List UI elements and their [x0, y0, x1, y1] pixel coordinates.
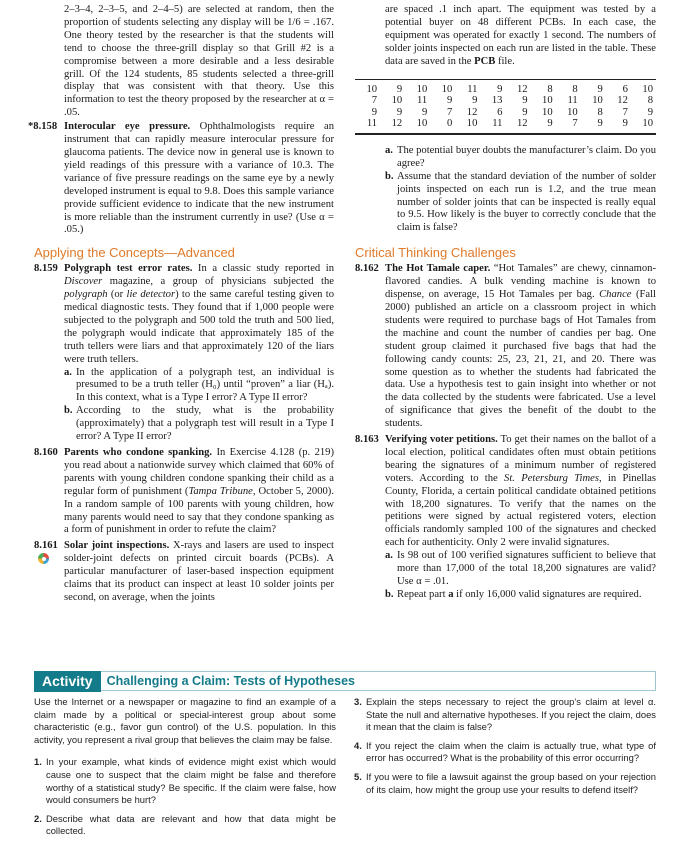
- table-cell: 10: [642, 118, 653, 130]
- table-cell: 11: [467, 83, 478, 95]
- item-text: In your example, what kinds of evidence might exist which would cause one to suspect that the claim might be false and therefore worthy of a statistical study? Be specific. If the claim were false, how would consumers be hurt?: [46, 756, 336, 806]
- table-row: [355, 118, 656, 134]
- exercise-number: 8.160: [34, 447, 58, 458]
- table-cell: 12: [516, 118, 528, 130]
- term: polygraph: [64, 289, 108, 301]
- table-cell: 9: [547, 118, 553, 130]
- exercise-number: 8.162: [355, 263, 379, 275]
- table-cell: 9: [622, 118, 628, 130]
- activity-item: [354, 771, 656, 796]
- journal-name: Chance: [599, 289, 632, 301]
- table-cell: 12: [466, 106, 478, 118]
- term: lie detector: [126, 289, 176, 301]
- table-cell: 10: [366, 83, 378, 95]
- newspaper-name: Tampa Tribune: [188, 485, 253, 497]
- exercise-text: In a classic study reported in: [192, 263, 334, 275]
- part-label: b.: [64, 405, 73, 417]
- table-cell: 9: [396, 83, 403, 95]
- exercise-text: In Exercise 4.128 (p. 219) you read about a nationwide survey which claimed that 60% of parents with young children condone spanking their child as a regular form of punishment (: [64, 447, 334, 497]
- text: are spaced .1 inch apart. The equipment was tested by a potential buyer on 48 different PCBs. In each case, the equipment was operated for exactly 1 second. The numbers of solder joints inspected on each run are listed in the table. These data are saved in the: [385, 4, 656, 67]
- item-text: If you reject the claim when the claim is actually true, what type of error has occurred? What is the probability of this error occurring?: [366, 739, 656, 764]
- table-cell: 12: [391, 118, 403, 130]
- pcb-data-table: [355, 79, 656, 135]
- exercise-text: (Fall 2000) published an article on a classroom project in which students were required to purchase bags of Hot Tamales from the machine and count the number of candies per bag. One student group claimed it purchased five bags that had the following candy counts: 25, 23, 21, 21, and 20. There was some question as to whether the students had fabricated the data. Use a hypothesis test to gain insight into whether or not the data collected by the students were fabricated. Use a level of significance that gives the benefit of the doubt to the students.: [385, 289, 656, 430]
- data-file-name: PCB: [474, 55, 496, 67]
- continuation-text: [355, 4, 656, 69]
- magazine-name: Discover: [64, 276, 103, 288]
- exercise-text: X-rays and lasers are used to inspect solder-joint defects on printed circuit boards (PCBs). A particular manufacturer of laser-based inspection equipment claims that its product can inspect at least 10 solder joints per second, on average, when the joints: [64, 540, 335, 603]
- activity-title: Challenging a Claim: Tests of Hypotheses: [106, 674, 356, 688]
- data-set-icon: [38, 553, 49, 564]
- table-cell: 10: [542, 106, 553, 118]
- table-cell: 7: [622, 106, 628, 118]
- part-a: [355, 145, 656, 171]
- part-label: b.: [385, 170, 394, 182]
- table-cell: 8: [572, 83, 578, 95]
- item-number: 2.: [34, 812, 42, 824]
- exercise-number: 8.163: [355, 434, 379, 446]
- table-cell: 10: [466, 118, 478, 130]
- table-cell: 9: [421, 106, 428, 118]
- table-cell: 10: [542, 95, 553, 107]
- table-cell: 9: [647, 106, 653, 118]
- exercise-title: Solar joint inspections.: [64, 540, 170, 552]
- table-cell: 8: [547, 83, 553, 95]
- table-cell: 8: [647, 95, 653, 107]
- part-ref: a: [448, 588, 454, 600]
- exercise-8-161: [34, 540, 334, 605]
- item-number: 4.: [354, 739, 362, 751]
- part-text: The potential buyer doubts the manufacturer’s claim. Do you agree?: [397, 144, 656, 169]
- activity-item: [354, 696, 656, 734]
- exercise-number: *8.158: [28, 121, 58, 133]
- table-cell: 9: [497, 83, 503, 95]
- exercise-title: The Hot Tamale caper.: [385, 263, 491, 275]
- part-b: [64, 405, 334, 444]
- table-cell: 12: [516, 83, 528, 95]
- exercise-title: Verifying voter petitions.: [385, 434, 498, 446]
- exercise-number: 8.161: [34, 540, 58, 552]
- part-label: a.: [385, 550, 393, 562]
- table-cell: 9: [522, 95, 528, 107]
- table-cell: 9: [597, 83, 603, 95]
- table-cell: 8: [597, 106, 603, 118]
- exercise-text: “Hot Tamales” are chewy, cinnamon-flavored candies. A bulk vending machine is known to dispense, on average, 15 Hot Tamales per bag.: [385, 263, 656, 301]
- table-cell: 9: [472, 95, 478, 107]
- table-cell: 9: [597, 118, 603, 130]
- exercise-text: (or: [107, 289, 127, 301]
- part-a: [64, 367, 334, 406]
- activity-item: [34, 813, 336, 838]
- part-b: [385, 589, 656, 602]
- item-text: If you were to file a lawsuit against the group based on your rejection of its claim, how might the group use your results to defend itself?: [366, 770, 656, 795]
- table-cell: 13: [491, 95, 503, 107]
- table-cell: 11: [417, 95, 428, 107]
- exercise-title: Parents who condone spanking.: [64, 447, 213, 458]
- table-cell: 10: [592, 95, 603, 107]
- table-cell: 10: [441, 83, 453, 95]
- exercise-text: To get their names on the ballot of a local election, political candidates often must obtain petitions bearing the signatures of a minimum number of registered voters. According to the: [385, 434, 656, 484]
- section-heading-applying-concepts: Applying the Concepts—Advanced: [34, 245, 235, 261]
- activity-intro: Use the Internet or a newspaper or magazine to find an example of a claim made by a political or special-interest group about some characteristic (e.g., favor gun control) of the U.S. population. In this activity, you represent a rival group that believes the claim may be false.: [34, 696, 336, 745]
- exercise-title: Polygraph test error rates.: [64, 263, 193, 275]
- table-cell: 9: [396, 106, 403, 118]
- part-text: Repeat part: [397, 588, 449, 600]
- part-text: Is 98 out of 100 verified signatures sufficient to believe that more than 17,000 of the total 18,200 signatures are valid? Use α = .01.: [397, 550, 656, 587]
- table-cell: 7: [447, 106, 453, 118]
- exercise-text: , in Pinellas County, Florida, a certain political candidate obtained petitions with 18,200 signatures. To verify that the names on the petitions were signed by actual registered voters, election officials randomly sampled 100 of the signatures and checked each for authenticity. Only 2 were invalid signatures.: [385, 472, 656, 549]
- continuation-text: 2–3–4, 2–3–5, and 2–4–5) are selected at random, then the proportion of students selecting any display will be 1/6 = .167. One theory tested by the researcher is that the students will tend to choose the three-grill display so that Grill #2 is a compromise between a more desirable and a less desirable grill. Of the 124 students, 85 students selected a three-grill display that was consistent with that theory. Use this information to test the theory proposed by the researcher at α = .05.: [64, 4, 334, 119]
- part-a: [385, 550, 656, 589]
- right-column: [355, 4, 656, 602]
- exercise-8-162: [355, 263, 656, 431]
- exercise-text: Ophthalmologists require an instrument that can rapidly measure interocular pressure for glaucoma patients. The device now in general use is known to yield readings of this pressure with a variance of 10.3. The variance of five pressure readings on the same eye by a newly developed instrument is equal to 9.8. Does this sample variance provide sufficient evidence to indicate that the new instrument is more reliable than the instrument currently in use? (Use α = .05.): [64, 121, 334, 236]
- exercise-8-163: [355, 434, 656, 602]
- part-text: In the application of a polygraph test, an individual is presumed to be a truth teller (H₀) until “proven” a liar (Hₐ). In this context, what is a Type I error? A Type II error?: [76, 366, 334, 404]
- table-cell: 0: [447, 118, 453, 130]
- table-row: [355, 107, 656, 119]
- part-text: According to the study, what is the probability (approximately) that a polygraph test will result in a Type I error? A Type II error?: [76, 405, 334, 443]
- exercise-text: ) to the same careful testing given to medical diagnostic tests. They found that if 1,000 people were subjected to the polygraph and 500 told the truth and 500 lied, the polygraph would indicate that approximately 185 of the truth tellers were liars and that approximately 120 of the liars were truth tellers.: [64, 289, 334, 365]
- table-cell: 9: [522, 106, 528, 118]
- part-label: b.: [385, 588, 394, 600]
- table-cell: 10: [567, 106, 578, 118]
- activity-header: [34, 671, 656, 691]
- table-row: [355, 95, 656, 107]
- table-cell: 9: [371, 106, 378, 118]
- activity-item: [34, 756, 336, 806]
- table-row: [355, 79, 656, 95]
- exercise-title: Interocular eye pressure.: [64, 121, 191, 133]
- table-cell: 10: [391, 95, 403, 107]
- item-number: 3.: [354, 696, 362, 707]
- activity-item: [354, 740, 656, 765]
- item-number: 1.: [34, 756, 42, 768]
- text: file.: [495, 55, 515, 67]
- item-number: 5.: [354, 770, 362, 782]
- table-cell: 7: [371, 95, 378, 107]
- activity-tag: Activity: [34, 671, 101, 692]
- part-label: a.: [385, 144, 393, 156]
- exercise-8-160: [34, 447, 334, 537]
- activity-right-column: [354, 696, 656, 796]
- part-label: a.: [64, 366, 72, 378]
- table-cell: 6: [622, 83, 628, 95]
- exercise-8-159: [34, 263, 334, 444]
- table-cell: 11: [492, 118, 503, 130]
- activity-box: [34, 671, 656, 837]
- table-cell: 11: [567, 95, 578, 107]
- table-cell: 10: [642, 83, 653, 95]
- part-text: Assume that the standard deviation of the number of solder joints inspected on each run is 1.2, and the true mean number of solder joints that can be inspected is really equal to 9.5. How likely is the buyer to correctly conclude that the claim is false?: [397, 170, 656, 234]
- section-heading-critical-thinking: Critical Thinking Challenges: [355, 245, 516, 261]
- table-cell: 7: [572, 118, 578, 130]
- part-b: [355, 171, 656, 236]
- activity-left-column: [34, 696, 336, 838]
- item-text: Explain the steps necessary to reject the group’s claim at level α. State the null and alternative hypotheses. If you reject the claim, does it mean that the claim is false?: [366, 696, 656, 733]
- part-text: if only 16,000 valid signatures are required.: [453, 588, 642, 600]
- left-column: [28, 4, 335, 605]
- newspaper-name: St. Petersburg Times: [504, 472, 599, 484]
- table-cell: 10: [416, 83, 428, 95]
- exercise-text: , October 5, 2000). In a random sample of 100 parents with young children, how many parents would need to say that they condone spanking as a form of punishment in order to refute the claim?: [64, 485, 334, 536]
- item-text: Describe what data are relevant and how that data might be collected.: [46, 812, 336, 837]
- table-cell: 12: [617, 95, 628, 107]
- exercise-number: 8.159: [34, 263, 58, 275]
- exercise-8-158: [28, 121, 334, 237]
- table-cell: 11: [366, 118, 378, 130]
- table-cell: 10: [416, 118, 428, 130]
- table-cell: 6: [497, 106, 503, 118]
- table-cell: 9: [447, 95, 453, 107]
- exercise-text: magazine, a group of physicians subjected the: [102, 276, 334, 288]
